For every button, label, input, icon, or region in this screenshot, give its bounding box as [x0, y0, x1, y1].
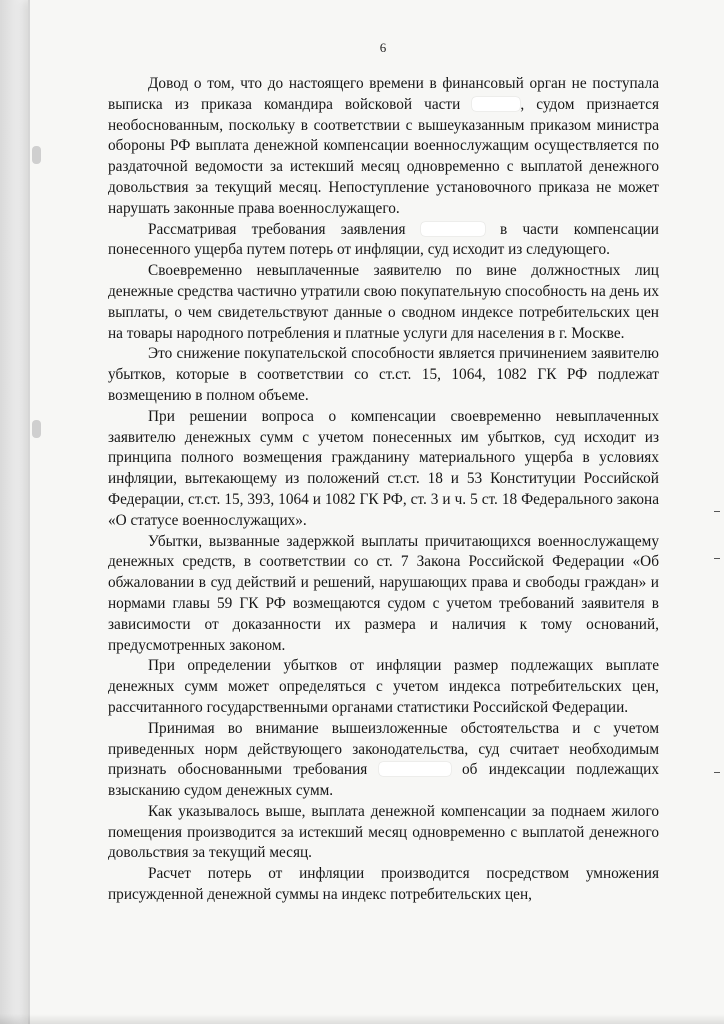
paragraph-text: в части компенсации понесенного ущерба путем потерь от инфляции, суд исходит из следующего.: [108, 220, 659, 259]
paragraph-text: Рассматривая требования заявления: [148, 220, 421, 238]
redaction-box: [379, 762, 451, 776]
paragraph: [108, 261, 659, 344]
edge-mark: [714, 772, 720, 773]
paragraph: [108, 864, 659, 906]
paragraph-text: об индексации подлежащих взысканию судом денежных сумм.: [108, 761, 660, 800]
binding-hole: [32, 420, 41, 438]
paragraph: [108, 407, 659, 532]
paragraph: [108, 656, 659, 718]
redaction-box: [472, 97, 520, 111]
paragraph-text: Довод о том, что до настоящего времени в финансовый орган не поступала выписка из приказа командира войсковой части: [108, 75, 659, 113]
page-bottom-edge: [0, 1014, 724, 1024]
paragraph-text: Как указывалось выше, выплата денежной компенсации за поднаем жилого помещения производится за истекший месяц одновременно с выплатой денежного довольствия за текущий месяц.: [108, 802, 659, 862]
paragraph: [108, 220, 659, 262]
paragraph-text: Принимая во внимание вышеизложенные обстоятельства и с учетом приведенных норм действующего законодательства, суд считает необходимым признать обоснованными требования: [108, 719, 659, 779]
edge-mark: [714, 511, 720, 512]
paragraph-text: При решении вопроса о компенсации своевременно невыплаченных заявителю денежных сумм с учетом понесенных им убытков, суд исходит из принципа полного возмещения гражданину материального ущерба в условиях инфляции, вытекающему из положений ст.ст. 18 и 53 Конституции Российской Федерации, ст.ст. 15, 393, 1064 и 1082 ГК РФ, ст. 3 и ч. 5 ст. 18 Федерального закона «О статусе военнослужащих».: [108, 407, 659, 529]
paragraph: [108, 74, 659, 220]
paragraph-text: Расчет потерь от инфляции производится посредством умножения присужденной денежной суммы на индекс потребительских цен,: [108, 865, 659, 904]
paragraph: [108, 802, 659, 864]
paragraph-text: Убытки, вызванные задержкой выплаты причитающихся военнослужащему денежных средств, в соответствии со ст. 7 Закона Российской Федерации «Об обжаловании в суд действий и решений, нарушающих права и свободы граждан» и нормами главы 59 ГК РФ возмещаются судом с учетом требований заявителя в зависимости от доказанности их размера и наличия к тому оснований, предусмотренных законом.: [108, 532, 659, 654]
binding-hole: [32, 146, 41, 164]
paragraph-text: , судом признается необоснованным, поскольку в соответствии с вышеуказанным приказом министра обороны РФ выплата денежной компенсации военнослужащим осуществляется по раздаточной ведомости за истекший месяц одновременно с выплатой денежного довольствия за текущий месяц. Непоступление установочного приказа не может нарушать законные права военнослужащего.: [108, 95, 659, 217]
redaction-box: [421, 222, 485, 236]
paragraph-text: Это снижение покупательской способности является причинением заявителю убытков, которые в соответствии со ст.ст. 15, 1064, 1082 ГК РФ подлежат возмещению в полном объеме.: [108, 345, 659, 404]
paragraph-text: Своевременно невыплаченные заявителю по вине должностных лиц денежные средства частично утратили свою покупательную способность на день их выплаты, о чем свидетельствуют данные о сводном индексе потребительских цен на товары народного потребления и платные услуги для населения в г. Москве.: [108, 262, 659, 342]
paragraph: [108, 532, 659, 657]
paragraph-text: При определении убытков от инфляции размер подлежащих выплате денежных сумм может определяться с учетом индекса потребительских цен, рассчитанного государственными органами статистики Российской Федерации.: [108, 657, 659, 716]
page-number: 6: [379, 40, 387, 55]
document-body: [108, 74, 659, 906]
paragraph: [108, 719, 659, 802]
binding-holes: [30, 0, 50, 1024]
paragraph: [108, 344, 659, 406]
edge-mark: [714, 558, 720, 559]
